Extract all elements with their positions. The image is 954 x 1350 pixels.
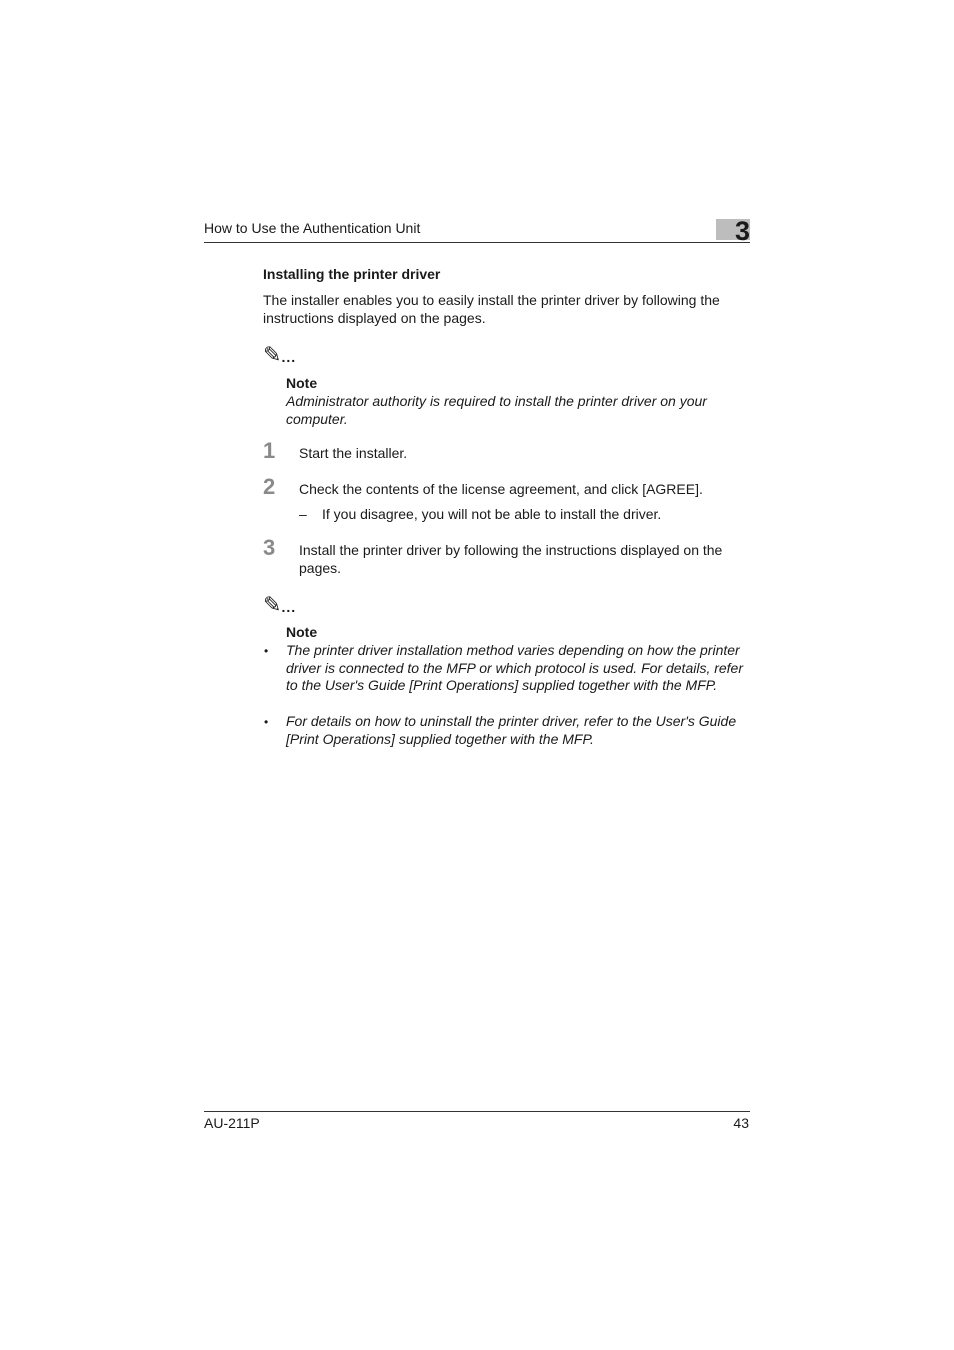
- note-label: Note: [286, 624, 318, 640]
- running-header-title: How to Use the Authentication Unit: [204, 220, 421, 236]
- step-text: Check the contents of the license agreement, and click [AGREE].: [299, 481, 703, 497]
- footer-divider: [204, 1111, 750, 1112]
- note-dots: ...: [281, 599, 297, 615]
- pencil-icon: ✎: [263, 342, 282, 367]
- note-bullet-text: The printer driver installation method varies depending on how the printer driver is connected to the MFP or which protocol is used. For details, refer to the User's Guide [Print Operations] supplied together with the MFP.: [286, 642, 744, 693]
- page-number: 43: [733, 1115, 749, 1131]
- header-divider: [204, 242, 750, 243]
- note-header: [263, 594, 296, 617]
- note-dots: ...: [281, 349, 297, 365]
- bullet-marker: •: [264, 715, 269, 729]
- step-number: 1: [263, 438, 276, 463]
- chapter-number: 3: [734, 216, 750, 246]
- step-text: Start the installer.: [299, 445, 408, 461]
- footer-model: AU-211P: [204, 1115, 260, 1131]
- section-intro: The installer enables you to easily install the printer driver by following the instructions displayed on the pages.: [263, 292, 720, 326]
- note-text: Administrator authority is required to install the printer driver on your computer.: [286, 393, 707, 427]
- step-number: 2: [263, 474, 276, 499]
- step-text: Install the printer driver by following the instructions displayed on the pages.: [299, 542, 723, 576]
- sub-step-dash: –: [299, 506, 307, 522]
- note-bullet-text: For details on how to uninstall the printer driver, refer to the User's Guide [Print Operations] supplied together with the MFP.: [286, 713, 737, 747]
- note-label: Note: [286, 375, 318, 391]
- bullet-marker: •: [264, 644, 269, 658]
- sub-step-text: If you disagree, you will not be able to install the driver.: [322, 506, 662, 522]
- pencil-icon: ✎: [263, 592, 282, 617]
- note-header: [263, 344, 296, 367]
- step-number: 3: [263, 535, 276, 560]
- section-title: Installing the printer driver: [263, 266, 441, 282]
